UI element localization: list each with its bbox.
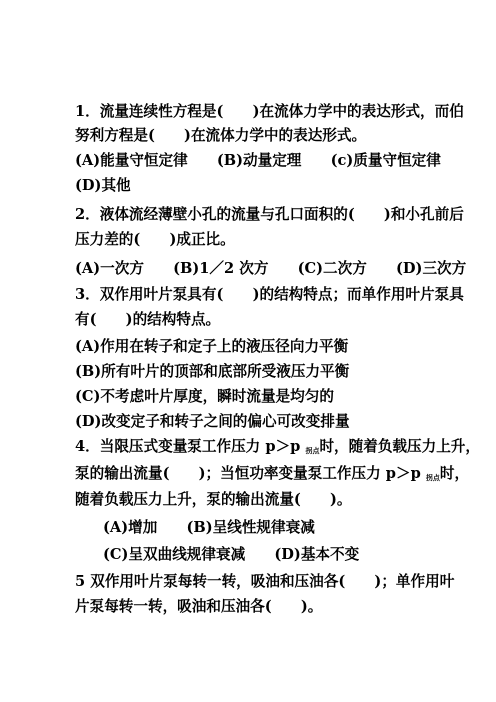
question-5-stem-line-1: 5 双作用叶片泵每转一转，吸油和压油各( )；单作用叶 (75, 573, 455, 590)
question-4-line-2-text-b: 时， (439, 465, 470, 482)
question-3-option-d: (D)改变定子和转子之间的偏心可改变排量 (75, 413, 350, 430)
question-2-stem-line-2: 压力差的( )成正比。 (75, 231, 235, 248)
question-4-options-line-1: (A)增加 (B)呈线性规律衰减 (103, 519, 315, 536)
question-3-option-b: (B)所有叶片的顶部和底部所受液压力平衡 (75, 363, 350, 380)
question-1-options-line-1: (A)能量守恒定律 (B)动量定理 (c)质量守恒定律 (75, 152, 441, 169)
question-2-options-line-1: (A)一次方 (B)1／2 次方 (C)二次方 (D)三次方 (75, 260, 467, 277)
question-4-line-1-text-a: 4．当限压式变量泵工作压力 p＞p (75, 438, 306, 455)
question-4-stem-line-3: 随着负载压力上升，泵的输出流量( )。 (75, 491, 352, 508)
subscript-inflection-point: 拐点 (425, 473, 440, 482)
question-2-stem-line-1: 2．液体流经薄壁小孔的流量与孔口面积的( )和小孔前后 (75, 206, 464, 223)
question-4-stem-line-1 (75, 437, 480, 461)
question-3-option-a: (A)作用在转子和定子上的液压径向力平衡 (75, 338, 349, 355)
subscript-inflection-point: 拐点 (305, 446, 320, 455)
question-4-options-line-2: (C)呈双曲线规律衰减 (D)基本不变 (103, 546, 360, 563)
question-1-stem-line-1: 1．流量连续性方程是( )在流体力学中的表达形式，而伯 (75, 103, 464, 120)
question-4-line-1-text-b: 时，随着负载压力上升， (319, 438, 480, 455)
question-5-stem-line-2: 片泵每转一转，吸油和压油各( )。 (75, 598, 323, 615)
question-4-line-2-text-a: 泵的输出流量( )；当恒功率变量泵工作压力 p＞p (75, 465, 426, 482)
question-1-options-line-2: (D)其他 (75, 177, 131, 194)
question-1-stem-line-2: 努利方程是( )在流体力学中的表达形式。 (75, 127, 367, 144)
question-3-stem-line-2: 有( )的结构特点。 (75, 311, 221, 328)
question-3-stem-line-1: 3．双作用叶片泵具有( )的结构特点；而单作用叶片泵具 (75, 286, 464, 303)
question-4-stem-line-2 (75, 464, 469, 488)
question-3-option-c: (C)不考虑叶片厚度，瞬时流量是均匀的 (75, 388, 334, 405)
